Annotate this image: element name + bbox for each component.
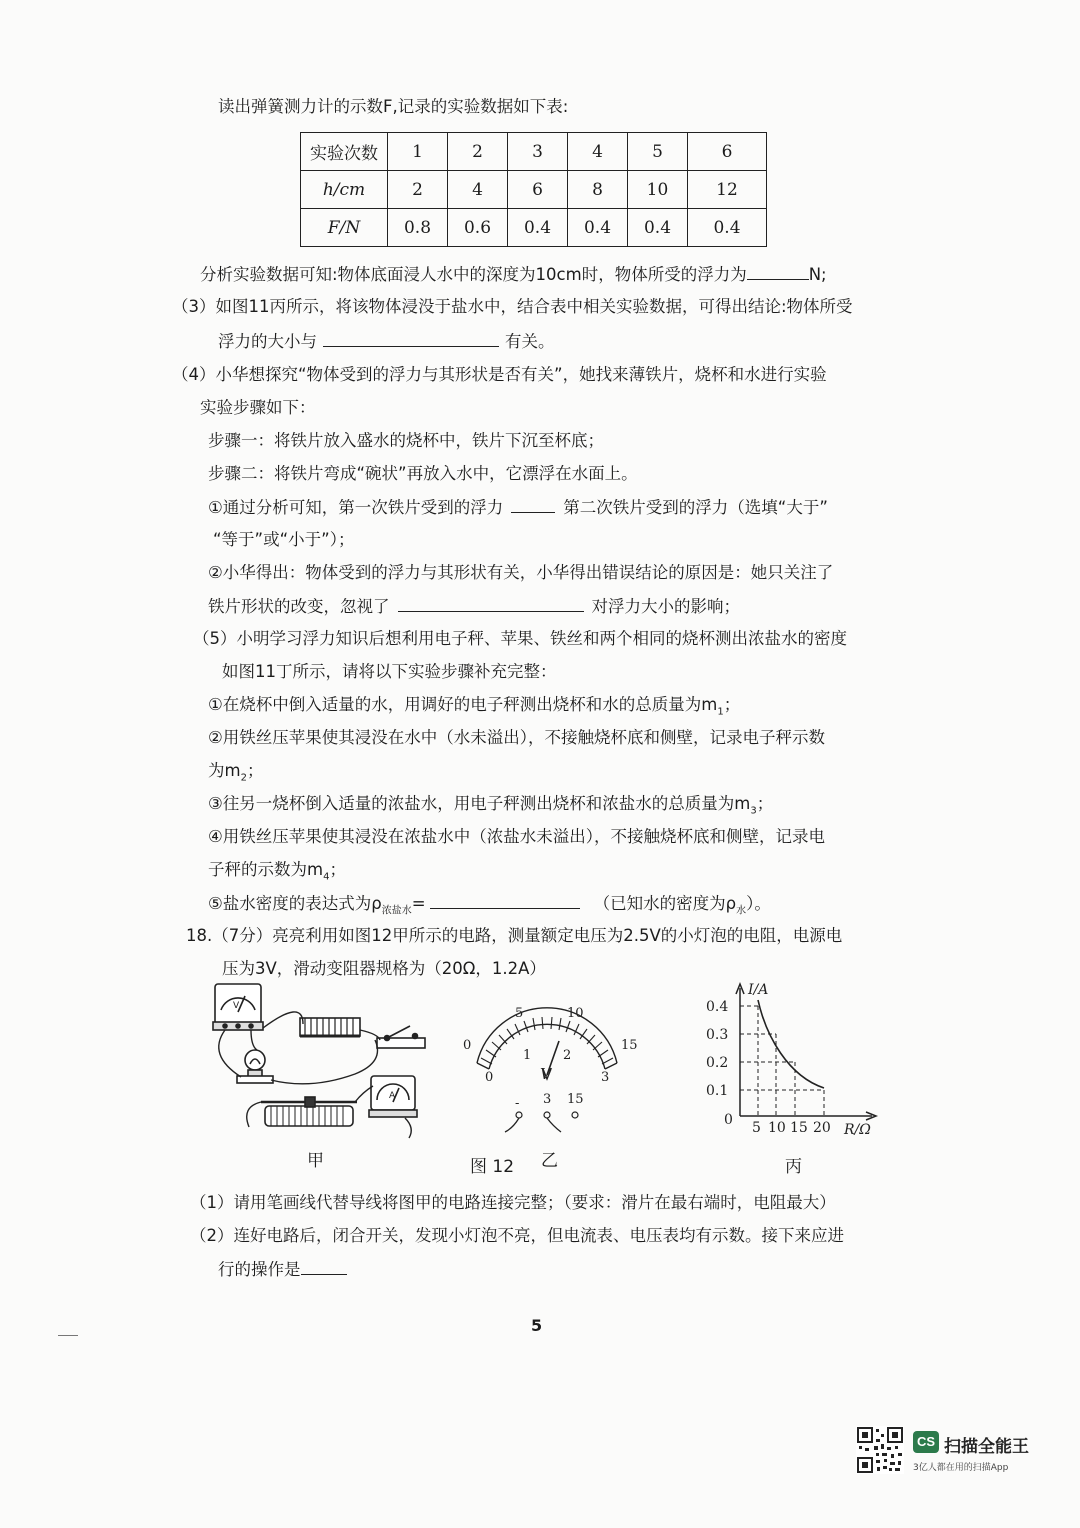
terminal-label: - <box>515 1096 520 1111</box>
table-cell: 12 <box>688 171 767 209</box>
terminal-label: 3 <box>543 1092 552 1107</box>
voltmeter-icon <box>213 984 263 1030</box>
punct: ； <box>329 860 346 879</box>
x-tick: 20 <box>813 1120 831 1136</box>
table-cell: 0.4 <box>508 209 568 247</box>
q5-step1-text: ①在烧杯中倒入适量的水，用调好的电子秤测出烧杯和水的总质量为m <box>208 695 718 714</box>
q2-analysis-line <box>200 263 827 286</box>
table-cell: 0.4 <box>628 209 688 247</box>
qr-code-icon <box>856 1426 904 1474</box>
table-cell: 5 <box>628 133 688 171</box>
q5-step3-text: ③往另一烧杯倒入适量的浓盐水，用电子秤测出烧杯和浓盐水的总质量为m <box>208 794 751 813</box>
punct: ）。 <box>746 894 771 913</box>
q18-part2-text: 行的操作是 <box>218 1260 301 1279</box>
scale-label: 5 <box>515 1006 524 1021</box>
q5-step4-line1: ④用铁丝压苹果使其浸没在浓盐水中（浓盐水未溢出），不接触烧杯底和侧壁，记录电 <box>208 827 826 846</box>
x-axis-label: R/Ω <box>844 1122 871 1138</box>
q5-line1: （5）小明学习浮力知识后想利用电子秤、苹果、铁丝和两个相同的烧杯测出浓盐水的密度 <box>193 629 847 648</box>
terminal-label: 15 <box>567 1092 584 1107</box>
table-cell: 4 <box>448 171 508 209</box>
table-cell: 0.4 <box>568 209 628 247</box>
row-label-trial: 实验次数 <box>301 133 388 171</box>
equals-sign: = <box>411 894 426 913</box>
answer-blank[interactable] <box>511 496 555 513</box>
q18-part2-line1: （2）连好电路后，闭合开关，发现小灯泡不亮，但电流表、电压表均有示数。接下来应进 <box>190 1226 844 1245</box>
q2-analysis-unit: N; <box>808 265 827 284</box>
q4-line2: 实验步骤如下： <box>200 398 316 417</box>
subscript: 3 <box>750 805 757 817</box>
scan-mark <box>58 1335 78 1336</box>
q5-step3 <box>208 793 773 822</box>
circuit-diagram <box>205 978 440 1140</box>
row-label-f: F/N <box>301 209 388 247</box>
q4-item2-line2 <box>208 595 740 618</box>
q4-item2-pre: 铁片形状的改变，忽视了 <box>208 597 390 616</box>
x-tick: 5 <box>752 1120 761 1136</box>
q18-line2: 压为3V，滑动变阻器规格为（20Ω，1.2A） <box>222 959 546 978</box>
scale-label: 10 <box>567 1006 584 1021</box>
table-cell: 0.4 <box>688 209 767 247</box>
scanner-brand: 扫描全能王 <box>944 1437 1029 1457</box>
intro-text: 读出弹簧测力计的示数F,记录的实验数据如下表: <box>218 97 569 116</box>
scanner-slogan: 3亿人都在用的扫描App <box>913 1463 1009 1473</box>
q4-step2: 步骤二：将铁片弯成“碗状”再放入水中，它漂浮在水面上。 <box>208 464 638 483</box>
figure-caption: 图 12 <box>470 1157 515 1177</box>
current-resistance-graph <box>700 976 890 1141</box>
table-cell: 1 <box>388 133 448 171</box>
q18-line1: 18.（7分）亮亮利用如图12甲所示的电路，测量额定电压为2.5V的小灯泡的电阻，电源电 <box>186 926 843 945</box>
q5-line2: 如图11丁所示，请将以下实验步骤补充完整： <box>222 662 557 681</box>
experiment-table <box>300 132 767 247</box>
q5-step5-note: （已知水的密度为ρ <box>593 894 737 913</box>
ammeter-label: A <box>389 1091 396 1101</box>
answer-blank[interactable] <box>747 263 809 280</box>
ammeter-icon <box>369 1076 417 1117</box>
q5-step2-line1: ②用铁丝压苹果使其浸没在水中（水未溢出），不接触烧杯底和侧壁，记录电子秤示数 <box>208 728 826 747</box>
scale-label: 0 <box>463 1038 472 1053</box>
answer-blank[interactable] <box>301 1258 347 1275</box>
answer-blank[interactable] <box>398 595 584 612</box>
rheostat-icon <box>261 1097 357 1126</box>
table-cell: 2 <box>388 171 448 209</box>
punct: ； <box>756 794 774 813</box>
q5-step4-text: 子秤的示数为m <box>208 860 324 879</box>
label-bing: 丙 <box>785 1157 802 1177</box>
q4-item2-post: 对浮力大小的影响； <box>591 597 740 616</box>
scale-label: 2 <box>563 1048 572 1063</box>
subscript: 浓盐水 <box>381 905 412 917</box>
q3-line2 <box>218 330 555 353</box>
table-cell: 4 <box>568 133 628 171</box>
q5-step1 <box>208 694 740 723</box>
q4-line1: （4）小华想探究“物体受到的浮力与其形状是否有关”，她找来薄铁片，烧杯和水进行实验 <box>172 365 827 384</box>
table-row <box>301 209 767 247</box>
q5-step5-text: ⑤盐水密度的表达式为ρ <box>208 894 382 913</box>
table-cell: 6 <box>688 133 767 171</box>
graph-curve <box>758 1000 824 1088</box>
scale-label: 1 <box>523 1048 532 1063</box>
table-cell: 0.6 <box>448 209 508 247</box>
q3-line2-pre: 浮力的大小与 <box>218 332 317 351</box>
punct: ； <box>246 761 264 780</box>
q3-line2-post: 有关。 <box>505 332 555 351</box>
table-cell: 8 <box>568 171 628 209</box>
subscript: 2 <box>240 772 247 784</box>
table-row <box>301 133 767 171</box>
table-cell: 10 <box>628 171 688 209</box>
scale-label: 15 <box>621 1038 638 1053</box>
y-tick: 0.2 <box>706 1055 729 1071</box>
punct: ； <box>723 695 741 714</box>
scanner-badge: CS <box>913 1431 939 1453</box>
q3-line1: （3）如图11丙所示，将该物体浸没于盐水中，结合表中相关实验数据，可得出结论:物体所受 <box>172 297 853 316</box>
unit-label: V <box>540 1065 551 1083</box>
voltmeter-label: V <box>233 1001 240 1011</box>
subscript: 1 <box>717 706 724 718</box>
table-row <box>301 171 767 209</box>
q18-part1: （1）请用笔画线代替导线将图甲的电路连接完整；（要求：滑片在最右端时，电阻最大） <box>190 1193 836 1212</box>
row-label-h: h/cm <box>301 171 388 209</box>
label-jia: 甲 <box>307 1151 324 1171</box>
q4-item2-line1: ②小华得出：物体受到的浮力与其形状有关，小华得出错误结论的原因是：她只关注了 <box>208 563 834 582</box>
q5-step4-line2 <box>208 859 346 888</box>
q5-step2-text: 为m <box>208 761 241 780</box>
label-yi: 乙 <box>541 1151 558 1171</box>
table-cell: 3 <box>508 133 568 171</box>
subscript: 水 <box>736 905 747 917</box>
switch-icon <box>377 1026 425 1048</box>
graph-guides <box>740 1006 824 1116</box>
y-tick: 0.3 <box>706 1027 729 1043</box>
q5-step5 <box>208 892 771 922</box>
q4-item1 <box>208 496 828 519</box>
q18-part2-line2 <box>218 1258 347 1281</box>
q4-item1-post: 第二次铁片受到的浮力（选填“大于” <box>563 498 828 517</box>
answer-blank[interactable] <box>323 330 499 347</box>
x-tick: 15 <box>790 1120 808 1136</box>
table-cell: 0.8 <box>388 209 448 247</box>
y-tick: 0.1 <box>706 1083 729 1099</box>
q4-item1-cont: “等于”或“小于”）； <box>213 530 355 549</box>
q4-step1: 步骤一：将铁片放入盛水的烧杯中，铁片下沉至杯底； <box>208 431 604 450</box>
subscript: 4 <box>323 871 330 883</box>
y-tick: 0.4 <box>706 999 729 1015</box>
y-axis-label: I/A <box>748 982 769 998</box>
origin-label: 0 <box>724 1112 733 1128</box>
q4-item1-pre: ①通过分析可知，第一次铁片受到的浮力 <box>208 498 504 517</box>
q5-step2-line2 <box>208 760 263 789</box>
bulb-icon <box>237 1050 273 1083</box>
table-cell: 2 <box>448 133 508 171</box>
table-cell: 6 <box>508 171 568 209</box>
scale-label: 3 <box>601 1070 610 1085</box>
page-number: 5 <box>531 1316 543 1335</box>
voltmeter-dial <box>455 995 645 1145</box>
scale-label: 0 <box>485 1070 494 1085</box>
q2-analysis-text: 分析实验数据可知:物体底面浸人水中的深度为10cm时，物体所受的浮力为 <box>200 265 747 284</box>
battery-icon <box>300 1018 360 1036</box>
x-tick: 10 <box>768 1120 786 1136</box>
answer-blank[interactable] <box>430 892 580 909</box>
